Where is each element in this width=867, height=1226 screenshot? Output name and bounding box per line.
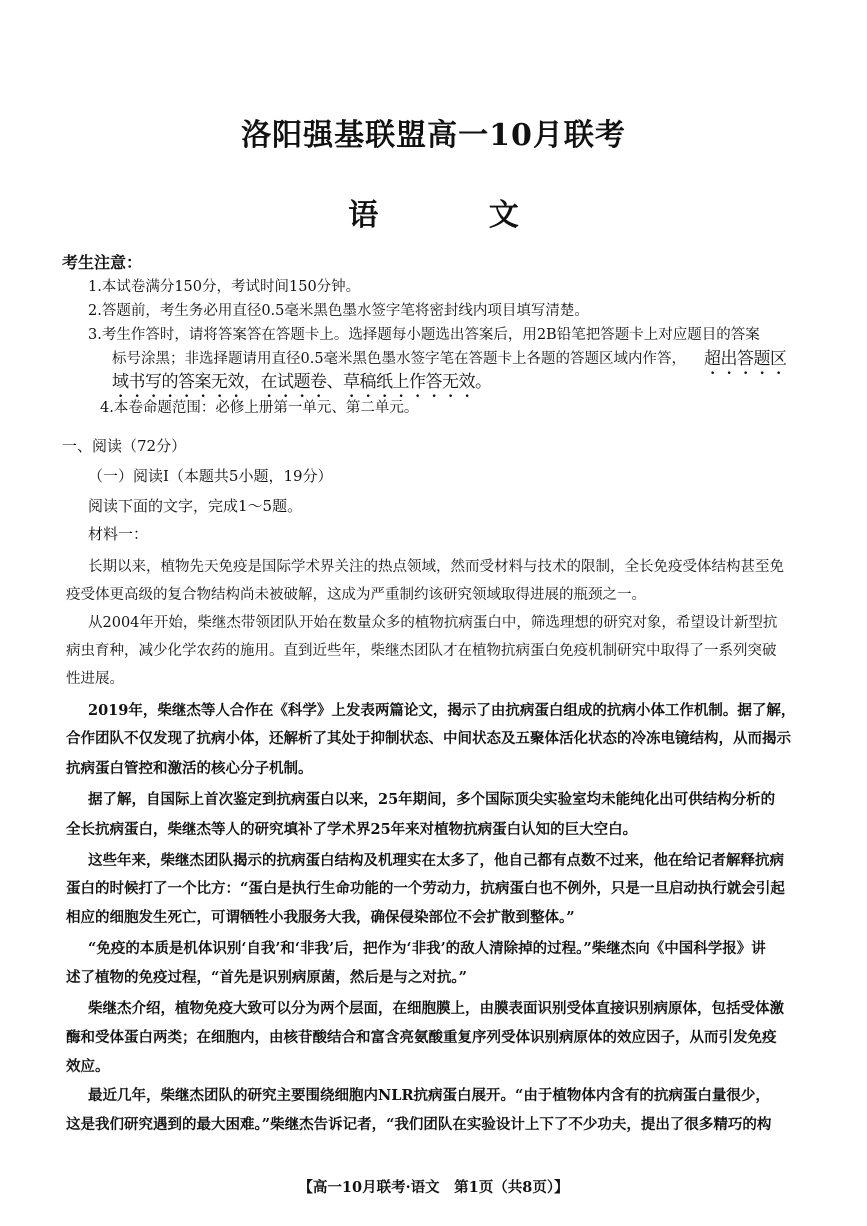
page-title: 洛阳强基联盟高一10月联考 [241,118,626,153]
body-line: 据了解，自国际上首次鉴定到抗病蛋白以来，25年期间，多个国际顶尖实验室均未能纯化出可供结构分析的 [88,791,776,808]
body-line: 相应的细胞发生死亡，可谓牺牲小我服务大我，确保侵染部位不会扩散到整体。” [66,909,575,926]
body-line: 抗病蛋白管控和激活的核心分子机制。 [66,760,313,777]
body-line: 效应。 [66,1058,110,1075]
body-line: 长期以来，植物先天免疫是国际学术界关注的热点领域，然而受材料与技术的限制，全长免疫受体结构甚至免 [88,559,784,575]
body-line: 这是我们研究遇到的最大困难。”柴继杰告诉记者，“我们团队在实验设计上下了不少功夫，提出了很多精巧的构 [66,1116,772,1133]
body-line: 蛋白的时候打了一个比方：“蛋白是执行生命功能的一个劳动力，抗病蛋白也不例外，只是一旦启动执行就会引起 [66,880,785,897]
section-title: 一、阅读（72分） [62,437,187,455]
material-label: 材料一： [88,525,149,543]
page-footer: 【高一10月联考·语文 第1页（共8页）】 [298,1179,569,1196]
body-line: 从2004年开始，柴继杰带领团队开始在数量众多的植物抗病蛋白中，筛选理想的研究对象，希望设计新型抗 [88,615,778,631]
notice-item-emphasis: 超出答题区 [704,349,787,369]
notice-item: 标号涂黑；非选择题请用直径0.5毫米黑色墨水签字笔在答题卡上各题的答题区域内作答， [112,351,687,367]
body-line: 柴继杰介绍，植物免疫大致可以分为两个层面，在细胞膜上，由膜表面识别受体直接识别病原体，包括受体激 [88,1000,784,1017]
body-line: 疫受体更高级的复合物结构尚未被破解，这成为严重制约该研究领域取得进展的瓶颈之一。 [66,587,646,603]
subject-heading: 语 文 [348,198,569,233]
notice-heading: 考生注意： [62,253,143,272]
notice-item: 3.考生作答时，请将答案答在答题卡上。选择题每小题选出答案后，用2B铅笔把答题卡上对应题目的答案 [88,327,760,343]
notice-item: 1.本试卷满分150分，考试时间150分钟。 [88,279,361,295]
notice-item-emphasis: 域书写的答案无效，在试题卷、草稿纸上作答无效。 [112,372,492,392]
body-line: 病虫育种，减少化学农药的施用。直到近些年，柴继杰团队才在植物抗病蛋白免疫机制研究中取得了一系列突破 [66,643,777,659]
body-line: 性进展。 [66,671,124,687]
body-line: 这些年来，柴继杰团队揭示的抗病蛋白结构及机理实在太多了，他自己都有点数不过来，他在给记者解释抗病 [88,852,784,869]
notice-item: 4.本卷命题范围：必修上册第一单元、第二单元。 [100,400,419,416]
part-title: （一）阅读Ⅰ（本题共5小题，19分） [88,467,333,485]
body-line: 述了植物的免疫过程，“首先是识别病原菌，然后是与之对抗。” [66,969,467,986]
body-line: 最近几年，柴继杰团队的研究主要围绕细胞内NLR抗病蛋白展开。“由于植物体内含有的抗病蛋白量很少， [88,1087,770,1104]
body-line: 酶和受体蛋白两类；在细胞内，由核苷酸结合和富含亮氨酸重复序列受体识别病原体的效应因子，从而引发免疫 [66,1029,777,1046]
body-line: 合作团队不仅发现了抗病小体，还解析了其处于抑制状态、中间状态及五聚体活化状态的冷冻电镜结构，从而揭示 [66,730,791,747]
notice-item: 2.答题前，考生务必用直径0.5毫米黑色墨水签字笔将密封线内项目填写清楚。 [88,303,589,319]
body-line: 2019年，柴继杰等人合作在《科学》上发表两篇论文，揭示了由抗病蛋白组成的抗病小体工作机制。据了解， [88,702,796,719]
body-line: “免疫的本质是机体识别‘自我’和‘非我’后，把作为‘非我’的敌人清除掉的过程。”柴继杰向《中国科学报》讲 [88,940,766,957]
instruction-text: 阅读下面的文字，完成1～5题。 [88,497,303,515]
body-line: 全长抗病蛋白，柴继杰等人的研究填补了学术界25年来对植物抗病蛋白认知的巨大空白。 [66,821,638,838]
